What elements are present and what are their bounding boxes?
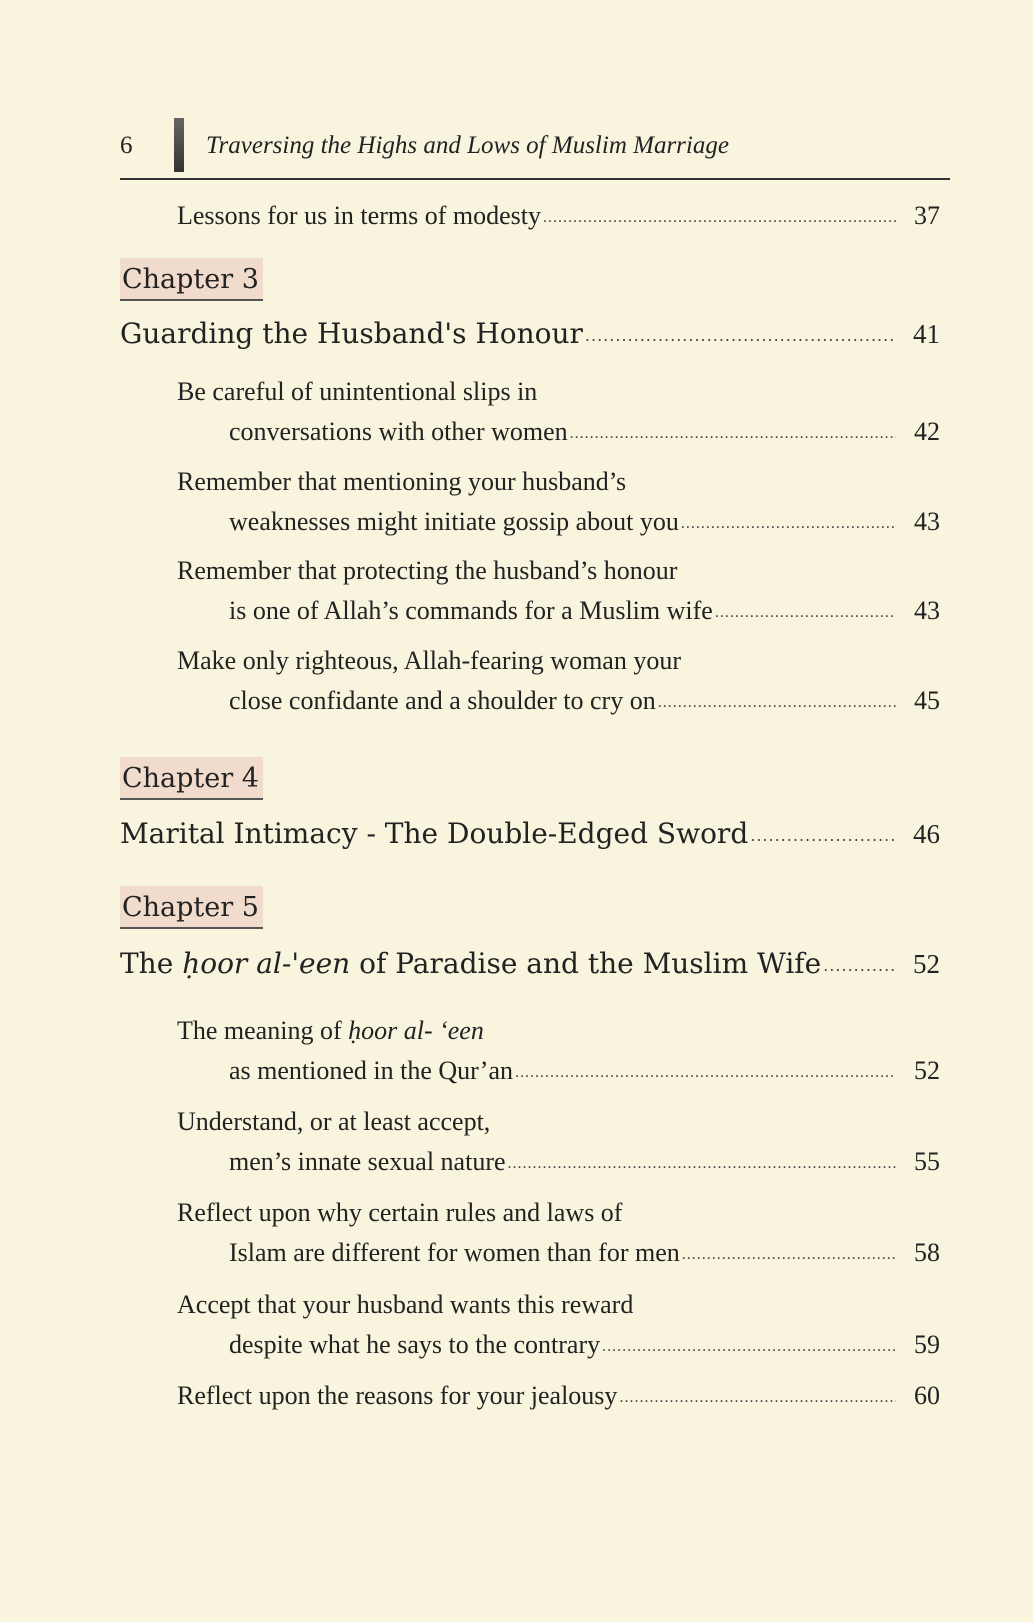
toc-entry-text: Islam are different for women than for men: [229, 1238, 680, 1267]
toc-page-number: 59: [914, 1330, 940, 1359]
dot-leader: [682, 1235, 896, 1275]
toc-page-number: 55: [914, 1147, 940, 1176]
dot-leader: [585, 316, 896, 356]
toc-entry-text: conversations with other women: [229, 417, 568, 446]
toc-entry-text: weaknesses might initiate gossip about you: [229, 507, 679, 536]
toc-entry-text-part: The meaning of: [177, 1016, 349, 1045]
toc-entry-text: Accept that your husband wants this reward: [177, 1290, 634, 1319]
page-number: 6: [120, 132, 133, 159]
toc-entry-text: as mentioned in the Qur’an: [229, 1056, 513, 1085]
dot-leader: [823, 946, 896, 986]
toc-entry[interactable]: [177, 641, 940, 725]
toc-entry-text: [177, 1011, 484, 1051]
toc-page-number: 58: [914, 1238, 940, 1267]
toc-entry-text: close confidante and a shoulder to cry on: [229, 686, 656, 715]
dot-leader: [750, 816, 896, 856]
toc-entry[interactable]: [177, 1011, 940, 1095]
toc-entry[interactable]: [177, 372, 940, 456]
chapter-label: Chapter 3: [120, 258, 263, 301]
toc-entry[interactable]: [177, 551, 940, 635]
toc-entry-text: Reflect upon why certain rules and laws of: [177, 1198, 623, 1227]
dot-leader: [543, 198, 896, 238]
chapter-title: Marital Intimacy - The Double-Edged Sword: [120, 817, 749, 850]
dot-leader: [681, 504, 896, 544]
dot-leader: [715, 593, 896, 633]
chapter-title-italic: ḥoor al-'een: [182, 947, 351, 980]
toc-page-number: 43: [914, 596, 940, 625]
toc-page-number: 60: [914, 1381, 940, 1410]
running-header: [120, 118, 950, 180]
chapter-title-entry[interactable]: [120, 314, 940, 358]
toc-entry[interactable]: [177, 1102, 940, 1186]
toc-entry[interactable]: [177, 1285, 940, 1369]
toc-entry[interactable]: [177, 462, 940, 546]
toc-page-number: 46: [913, 819, 940, 849]
toc-entry-text: men’s innate sexual nature: [229, 1147, 506, 1176]
toc-entry-text: Be careful of unintentional slips in: [177, 377, 538, 406]
toc-entry[interactable]: [177, 196, 940, 240]
toc-entry[interactable]: [177, 1376, 940, 1420]
toc-page-number: 52: [914, 1056, 940, 1085]
chapter-title-part: The: [120, 947, 183, 980]
dot-leader: [508, 1144, 896, 1184]
dot-leader: [619, 1378, 896, 1418]
toc-entry-text: Lessons for us in terms of modesty: [177, 201, 541, 230]
toc-entry-text: Make only righteous, Allah-fearing woman your: [177, 646, 681, 675]
toc-page-number: 43: [914, 507, 940, 536]
chapter-title-entry[interactable]: [120, 814, 940, 858]
toc-page-number: 52: [913, 949, 940, 979]
toc-page-number: 41: [913, 319, 940, 349]
dot-leader: [658, 683, 896, 723]
dot-leader: [515, 1053, 896, 1093]
chapter-label: Chapter 5: [120, 886, 263, 929]
header-bar-ornament: [174, 118, 184, 172]
toc-entry-text: Understand, or at least accept,: [177, 1107, 491, 1136]
toc-page-number: 42: [914, 417, 940, 446]
chapter-label: Chapter 4: [120, 757, 263, 800]
toc-entry-italic: ḥoor al- ‘een: [348, 1016, 484, 1045]
book-title: Traversing the Highs and Lows of Muslim Marriage: [206, 132, 729, 159]
chapter-title: Guarding the Husband's Honour: [120, 317, 583, 350]
chapter-title-part: of Paradise and the Muslim Wife: [350, 947, 822, 980]
toc-entry-text: Remember that mentioning your husband’s: [177, 467, 627, 496]
chapter-title-entry[interactable]: [120, 944, 940, 988]
dot-leader: [602, 1327, 896, 1367]
toc-entry-text: despite what he says to the contrary: [229, 1330, 601, 1359]
toc-entry-text: Remember that protecting the husband’s honour: [177, 556, 678, 585]
toc-page-number: 37: [914, 201, 940, 230]
toc-entry[interactable]: [177, 1193, 940, 1277]
chapter-title: [120, 944, 821, 984]
toc-entry-text: is one of Allah’s commands for a Muslim wife: [229, 596, 713, 625]
dot-leader: [570, 414, 896, 454]
toc-page-number: 45: [914, 686, 940, 715]
toc-entry-text: Reflect upon the reasons for your jealousy: [177, 1381, 618, 1410]
